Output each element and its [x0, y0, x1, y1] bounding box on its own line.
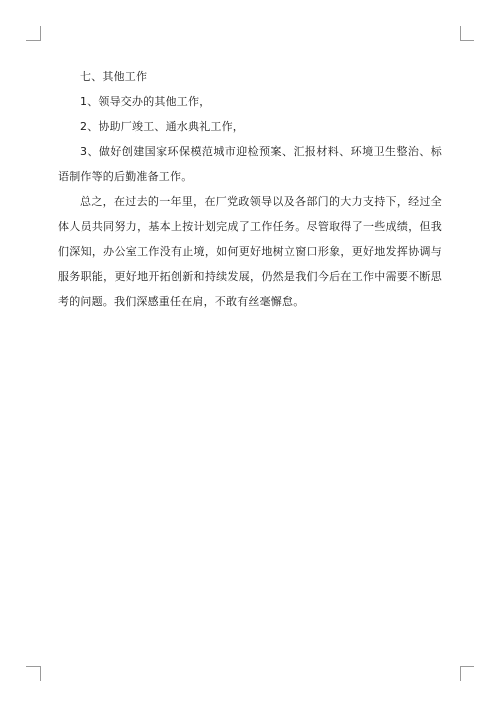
crop-mark-bottom-right — [460, 666, 461, 681]
list-item: 1、领导交办的其他工作， — [80, 95, 211, 108]
crop-mark-top-right — [460, 40, 474, 41]
crop-mark-top-right — [460, 26, 461, 41]
crop-mark-top-left — [40, 26, 41, 41]
conclusion-paragraph: 总之，在过去的一年里，在厂党政领导以及各部门的大力支持下，经过全体人员共同努力，基本上按计划完成了工作任务。尽管取得了一些成绩，但我们深知，办公室工作没有止境，如何更好地树立窗口形象，更好地发挥协调与服务职能，更好地开拓创新和持续发展，仍然是我们今后在工作中需要不断思考的问题。我们深感重任在肩，不敢有丝毫懈怠。 — [58, 195, 442, 308]
section-heading: 七、其他工作 — [80, 70, 148, 83]
crop-mark-bottom-right — [460, 666, 474, 667]
document-body — [58, 64, 442, 314]
list-item: 2、协助厂竣工、通水典礼工作， — [80, 120, 244, 133]
crop-mark-bottom-left — [40, 666, 41, 681]
crop-mark-top-left — [26, 40, 40, 41]
list-item: 3、做好创建国家环保模范城市迎检预案、汇报材料、环境卫生整治、标语制作等的后勤准备工作。 — [58, 145, 442, 183]
crop-mark-bottom-left — [26, 666, 40, 667]
